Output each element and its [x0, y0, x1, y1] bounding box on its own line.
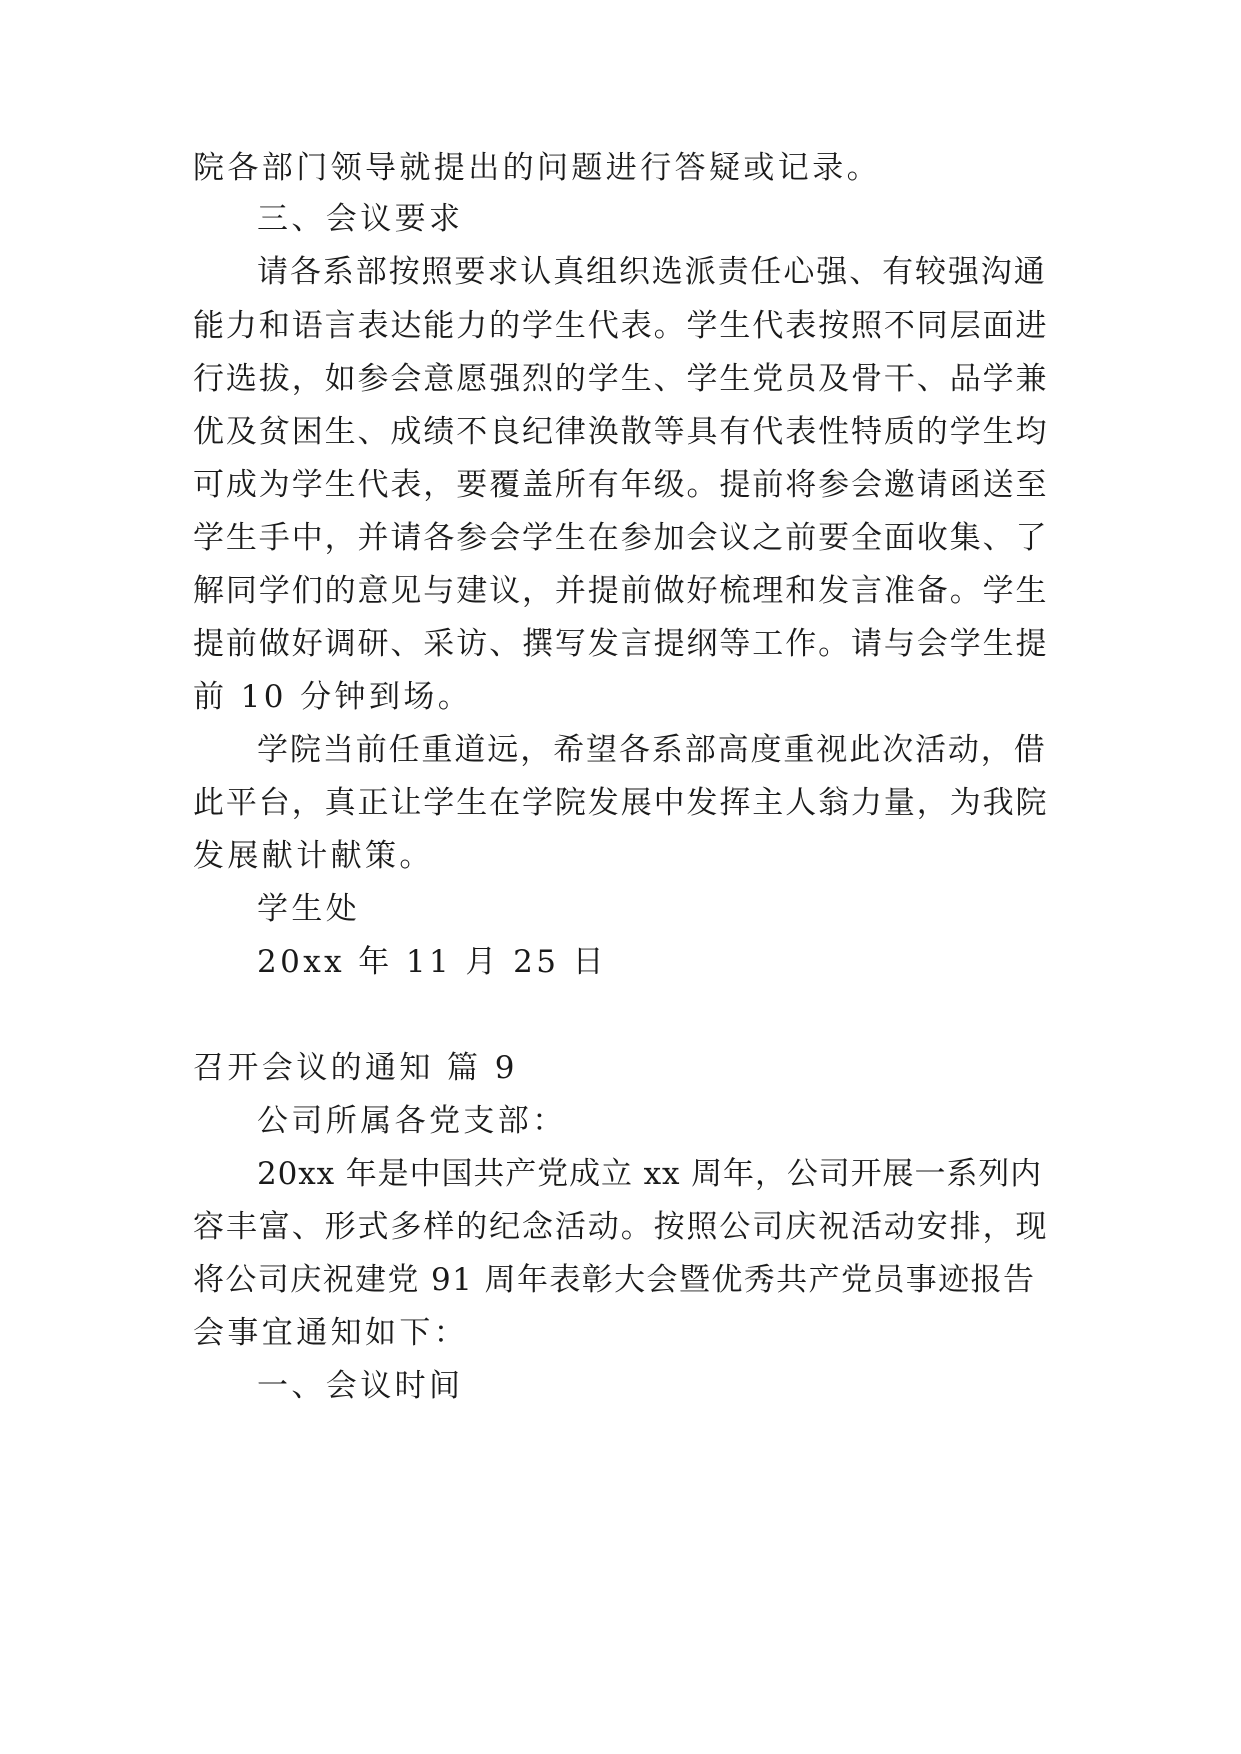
paragraph-line: 解同学们的意见与建议，并提前做好梳理和发言准备。学生 — [193, 573, 1049, 609]
paragraph-line: 优及贫困生、成绩不良纪律涣散等具有代表性特质的学生均 — [193, 414, 1049, 450]
paragraph-line: 前 10 分钟到场。 — [193, 679, 473, 715]
paragraph-line: 容丰富、形式多样的纪念活动。按照公司庆祝活动安排，现 — [193, 1209, 1049, 1245]
paragraph-line: 可成为学生代表，要覆盖所有年级。提前将参会邀请函送至 — [193, 467, 1049, 503]
signature-date: 20xx 年 11 月 25 日 — [257, 944, 607, 980]
paragraph-line: 请各系部按照要求认真组织选派责任心强、有较强沟通 — [257, 254, 1047, 290]
paragraph-line: 能力和语言表达能力的学生代表。学生代表按照不同层面进 — [193, 308, 1049, 344]
paragraph-line: 20xx 年是中国共产党成立 xx 周年，公司开展一系列内 — [257, 1156, 1043, 1192]
paragraph-line: 发展献计献策。 — [193, 838, 434, 874]
signature-department: 学生处 — [257, 891, 361, 927]
paragraph-line: 院各部门领导就提出的问题进行答疑或记录。 — [193, 150, 881, 186]
section-heading: 三、会议要求 — [257, 201, 464, 237]
paragraph-line: 将公司庆祝建党 91 周年表彰大会暨优秀共产党员事迹报告 — [193, 1262, 1036, 1298]
paragraph-line: 行选拔，如参会意愿强烈的学生、学生党员及骨干、品学兼 — [193, 361, 1049, 397]
paragraph-line: 学生手中，并请各参会学生在参加会议之前要全面收集、了 — [193, 520, 1049, 556]
paragraph-line: 学院当前任重道远，希望各系部高度重视此次活动，借 — [257, 732, 1047, 768]
paragraph-line: 提前做好调研、采访、撰写发言提纲等工作。请与会学生提 — [193, 626, 1049, 662]
paragraph-line: 会事宜通知如下： — [193, 1315, 469, 1351]
document-title: 召开会议的通知 篇 9 — [193, 1050, 518, 1086]
paragraph-line: 此平台，真正让学生在学院发展中发挥主人翁力量，为我院 — [193, 785, 1049, 821]
section-heading: 一、会议时间 — [257, 1368, 464, 1404]
salutation: 公司所属各党支部： — [257, 1103, 567, 1139]
